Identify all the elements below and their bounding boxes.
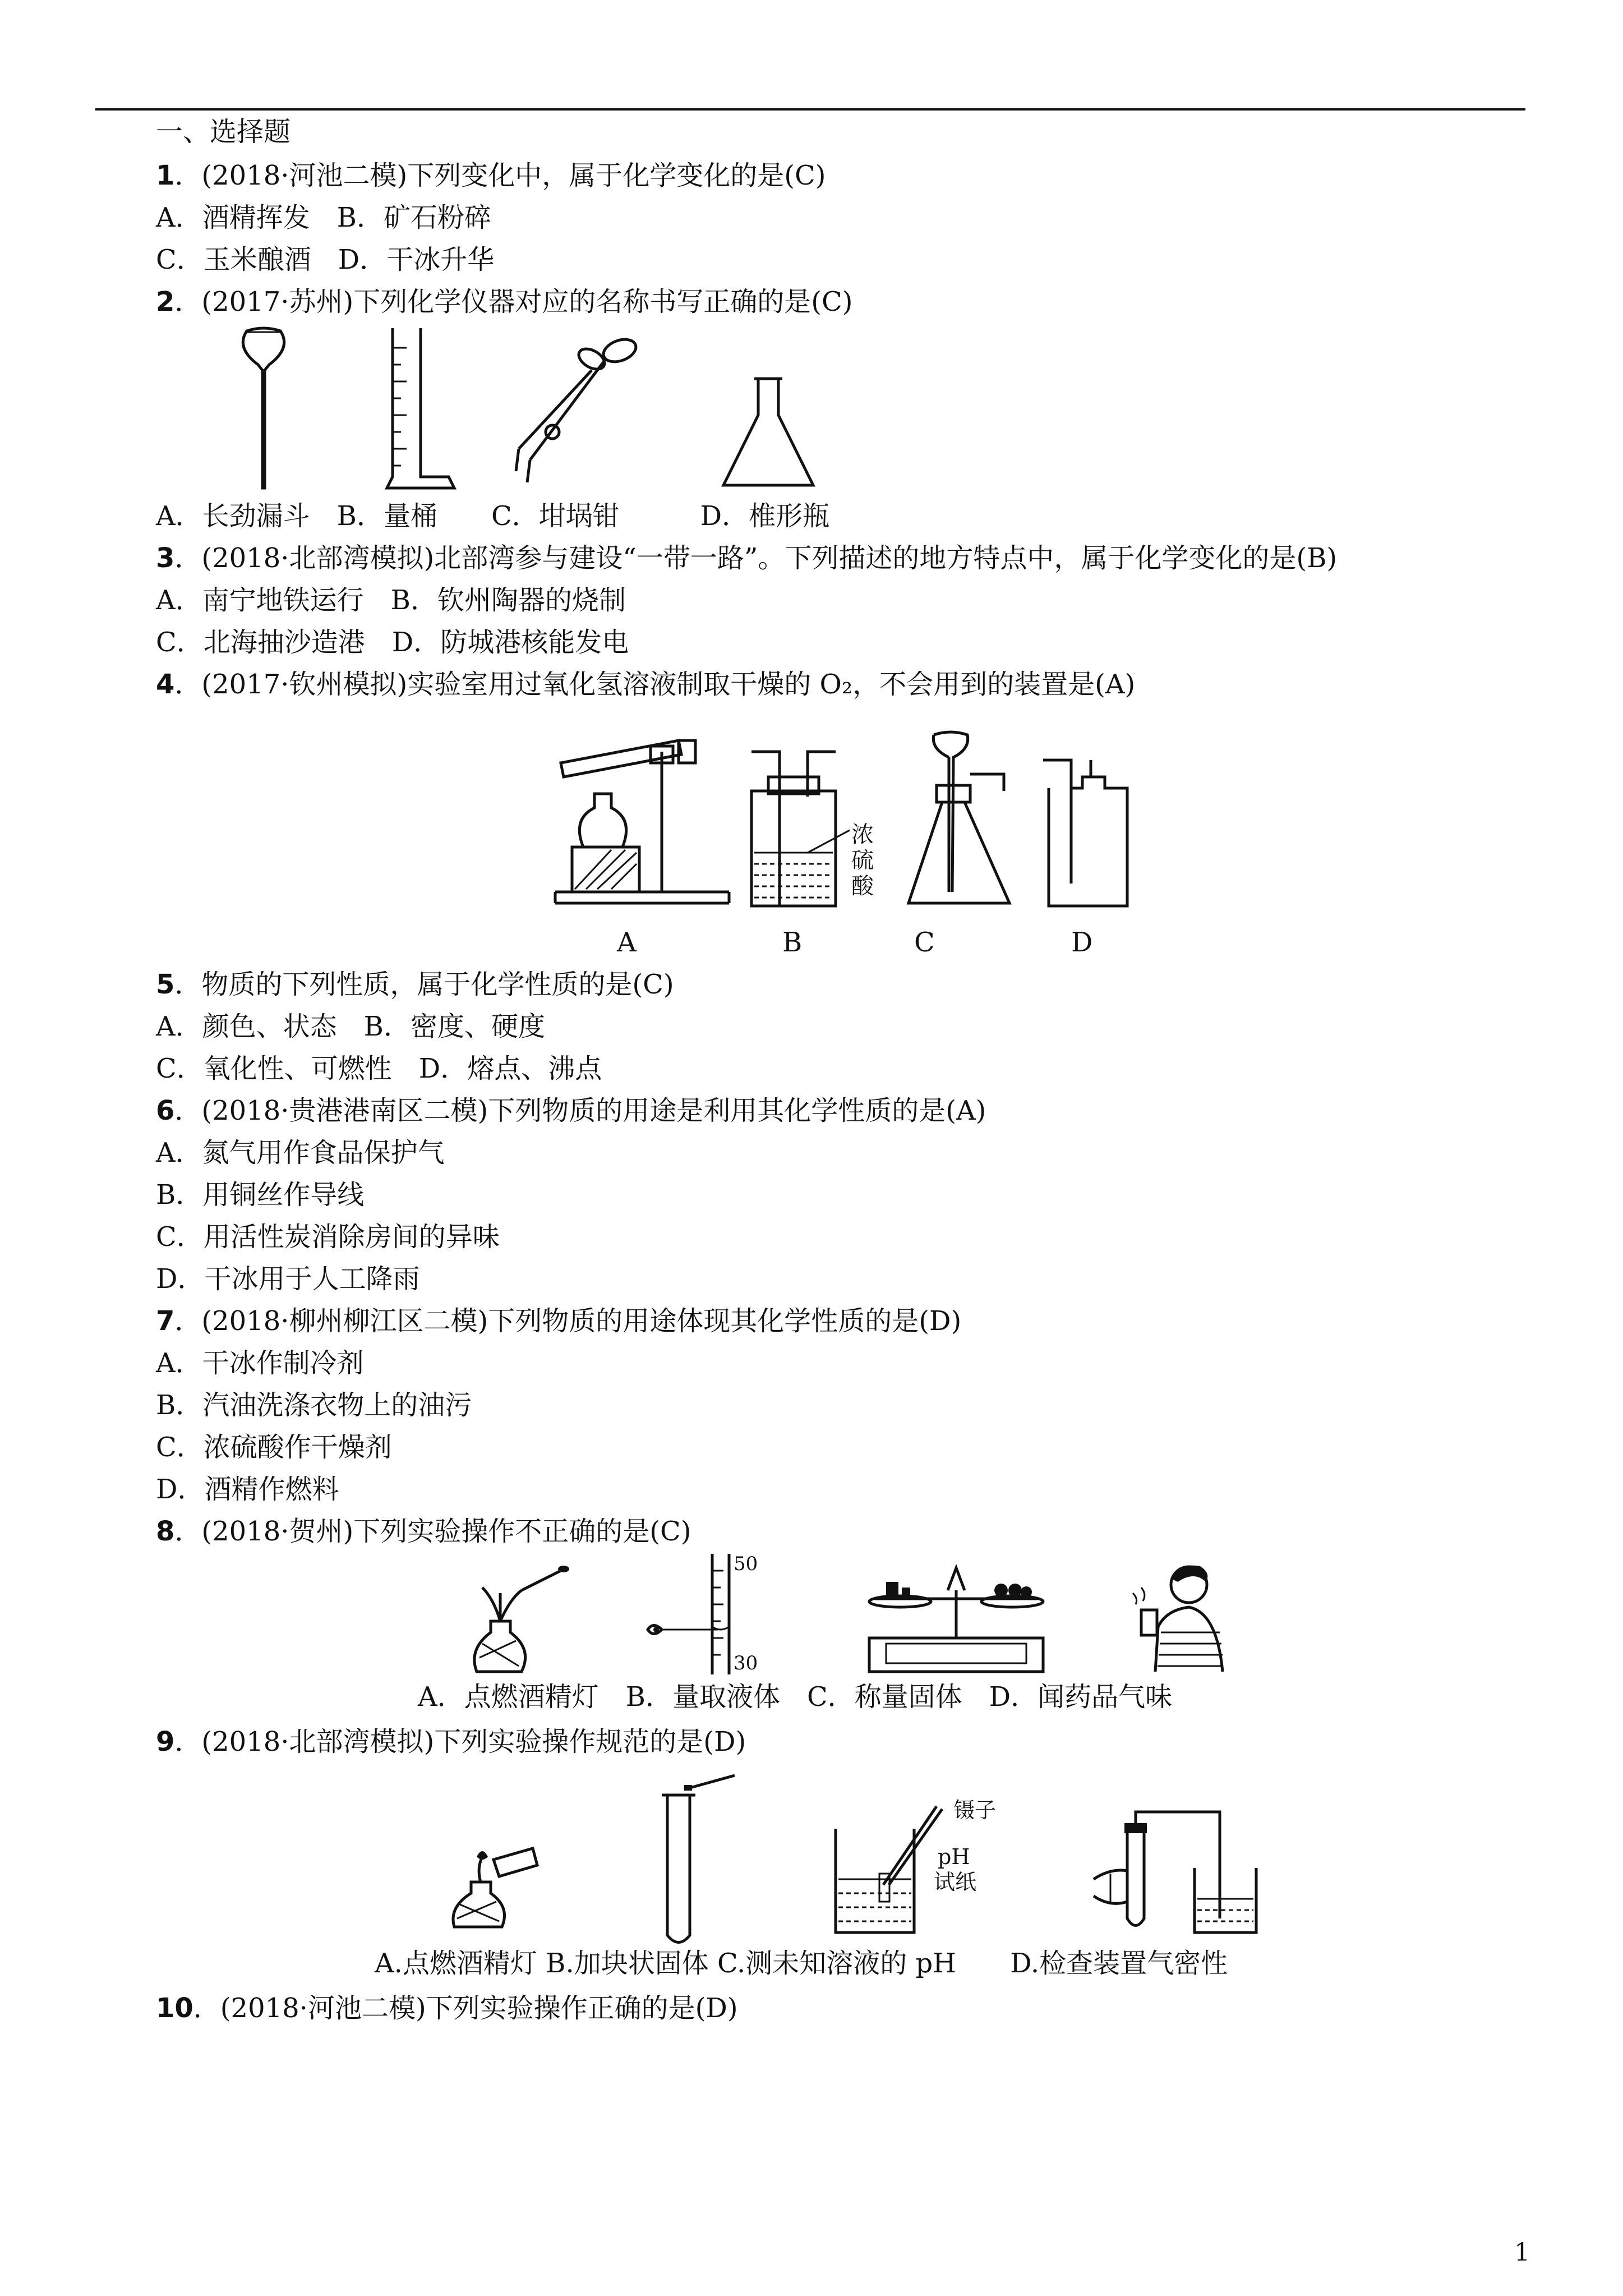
question-3-stem: 3．(2018·北部湾模拟)北部湾参与建设“一带一路”。下列描述的地方特点中，属于化学变化的是(B) — [156, 542, 1338, 574]
q2-funnel-figure — [230, 325, 297, 494]
q4-apparatus-a — [550, 729, 735, 914]
q2-flask-figure — [718, 376, 819, 494]
question-3-option-line: A．南宁地铁运行 B．钦州陶器的烧制 — [156, 585, 626, 616]
q8-scale-mark-30: 30 — [734, 1652, 758, 1674]
question-7-option-d: D．酒精作燃料 — [156, 1474, 339, 1505]
q4-label-b: B — [782, 927, 803, 958]
question-5-stem: 5．物质的下列性质，属于化学性质的是(C) — [156, 969, 674, 1000]
question-3-option-line: C．北海抽沙造港 D．防城港核能发电 — [156, 627, 629, 658]
q4-label-a: A — [617, 927, 637, 958]
question-9-captions: A.点燃酒精灯 B.加块状固体 C.测未知溶液的 pH D.检查装置气密性 — [375, 1948, 1228, 1979]
q9-lamp-figure — [449, 1837, 544, 1932]
q4-acid-label-2: 硫 — [851, 848, 874, 873]
question-7-stem: 7．(2018·柳州柳江区二模)下列物质的用途体现其化学性质的是(D) — [156, 1305, 962, 1337]
q2-tongs-figure — [508, 331, 648, 494]
header-rule — [95, 108, 1525, 111]
question-5-option-line: C．氧化性、可燃性 D．熔点、沸点 — [156, 1053, 602, 1084]
question-6-option-a: A．氮气用作食品保护气 — [156, 1137, 445, 1168]
q9-ph-figure — [830, 1795, 953, 1941]
question-10-stem: 10．(2018·河池二模)下列实验操作正确的是(D) — [156, 1993, 738, 2024]
question-4-stem: 4．(2017·钦州模拟)实验室用过氧化氢溶液制取干燥的 O₂，不会用到的装置是(A) — [156, 669, 1136, 700]
q4-apparatus-d — [1038, 754, 1138, 909]
q9-airtight-figure — [1088, 1806, 1262, 1941]
question-8-captions: A．点燃酒精灯 B．量取液体 C．称量固体 D．闻药品气味 — [418, 1681, 1173, 1713]
q4-acid-label-3: 酸 — [851, 873, 874, 899]
question-9-stem: 9．(2018·北部湾模拟)下列实验操作规范的是(D) — [156, 1726, 746, 1757]
q4-apparatus-c — [903, 729, 1015, 909]
question-6-option-c: C．用活性炭消除房间的异味 — [156, 1221, 500, 1253]
question-7-option-a: A．干冰作制冷剂 — [156, 1347, 364, 1379]
q9-tweezers-label: 镊子 — [953, 1798, 997, 1823]
q8-lamp-figure — [460, 1559, 572, 1677]
question-5-option-line: A．颜色、状态 B．密度、硬度 — [156, 1011, 545, 1042]
question-2-stem: 2．(2017·苏州)下列化学仪器对应的名称书写正确的是(C) — [156, 286, 853, 318]
q4-acid-label-1: 浓 — [851, 822, 874, 848]
question-7-option-b: B．汽油洗涤衣物上的油污 — [156, 1389, 472, 1421]
question-1-option-line: A．酒精挥发 B．矿石粉碎 — [156, 202, 491, 233]
q2-cylinder-figure — [381, 325, 460, 494]
q4-label-c: C — [914, 927, 935, 958]
page-number: 1 — [1514, 2238, 1530, 2267]
question-2-option-line: A．长劲漏斗 B．量桶 C．坩埚钳 D．椎形瓶 — [156, 500, 830, 532]
q8-balance-figure — [852, 1559, 1060, 1677]
q9-ph-label: pH — [938, 1844, 970, 1869]
q9-ph-paper-label: 试纸 — [934, 1870, 977, 1894]
question-1-option-line: C．玉米酿酒 D．干冰升华 — [156, 244, 495, 275]
question-6-option-b: B．用铜丝作导线 — [156, 1179, 365, 1211]
question-6-stem: 6．(2018·贵港港南区二模)下列物质的用途是利用其化学性质的是(A) — [156, 1095, 986, 1126]
q8-scale-mark-50: 50 — [734, 1553, 758, 1575]
question-6-option-d: D．干冰用于人工降雨 — [156, 1263, 420, 1295]
q4-label-d: D — [1071, 927, 1093, 958]
question-7-option-c: C．浓硫酸作干燥剂 — [156, 1432, 392, 1463]
question-1-stem: 1．(2018·河池二模)下列变化中，属于化学变化的是(C) — [156, 160, 826, 191]
question-8-stem: 8．(2018·贺州)下列实验操作不正确的是(C) — [156, 1516, 691, 1547]
q9-testtube-figure — [651, 1773, 740, 1952]
q8-smell-figure — [1122, 1559, 1234, 1677]
section-title: 一、选择题 — [156, 116, 291, 148]
